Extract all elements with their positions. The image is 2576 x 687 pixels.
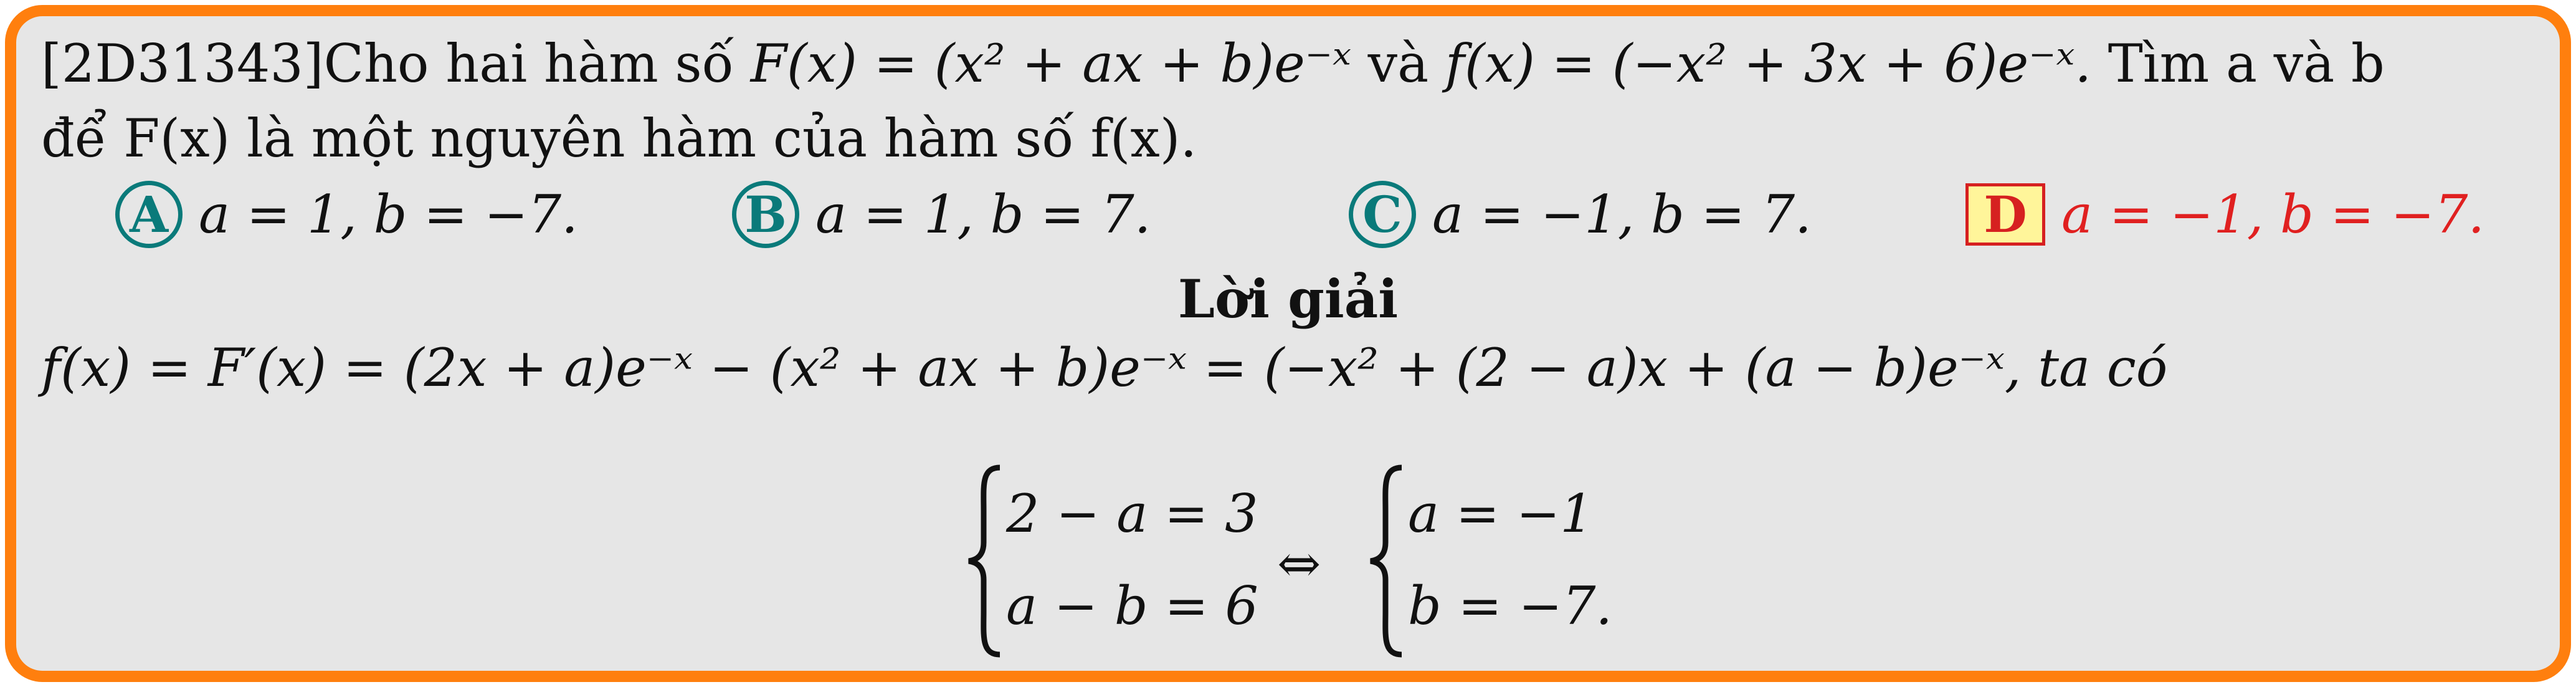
option-c-text: a = −1, b = 7. bbox=[1432, 184, 1812, 245]
solution-line: f(x) = F′(x) = (2x + a)e⁻ˣ − (x² + ax + b)e⁻ˣ = (−x² + (2 − a)x + (a − b)e⁻ˣ, ta có bbox=[41, 337, 2168, 398]
option-d-text: a = −1, b = −7. bbox=[2061, 184, 2485, 245]
option-d[interactable] bbox=[1965, 183, 2484, 246]
right-brace bbox=[1364, 461, 1414, 648]
left-brace bbox=[962, 461, 1012, 648]
right-brace-icon bbox=[1364, 461, 1414, 661]
option-b[interactable] bbox=[732, 181, 1151, 248]
system-left-eq-2: a − b = 6 bbox=[1006, 575, 1258, 637]
system-right-eq-1: a = −1 bbox=[1408, 483, 1594, 544]
equivalence-symbol: ⇔ bbox=[1277, 533, 1321, 594]
problem-line-2: để F(x) là một nguyên hàm của hàm số f(x). bbox=[41, 108, 1197, 169]
problem-intro: Cho hai hàm số bbox=[323, 33, 734, 94]
and-word: và bbox=[1367, 33, 1429, 94]
system-left-eq-1: 2 − a = 3 bbox=[1006, 483, 1258, 544]
F-definition: F(x) = (x² + ax + b)e⁻ˣ bbox=[750, 33, 1351, 94]
option-b-letter: B bbox=[732, 181, 799, 248]
option-d-letter: D bbox=[1965, 183, 2045, 246]
problem-code: [2D31343] bbox=[41, 33, 324, 94]
ask-line-1: Tìm a và b bbox=[2108, 33, 2385, 94]
option-a-text: a = 1, b = −7. bbox=[199, 184, 578, 245]
left-brace-icon bbox=[962, 461, 1012, 661]
option-b-text: a = 1, b = 7. bbox=[815, 184, 1151, 245]
option-a[interactable] bbox=[115, 181, 578, 248]
problem-line-1 bbox=[41, 33, 2385, 94]
option-a-letter: A bbox=[115, 181, 183, 248]
system-right-eq-2: b = −7. bbox=[1408, 575, 1613, 637]
option-c-letter: C bbox=[1349, 181, 1416, 248]
solution-heading: Lời giải bbox=[1177, 268, 1399, 330]
f-definition: f(x) = (−x² + 3x + 6)e⁻ˣ. bbox=[1445, 33, 2092, 94]
option-c[interactable] bbox=[1349, 181, 1812, 248]
